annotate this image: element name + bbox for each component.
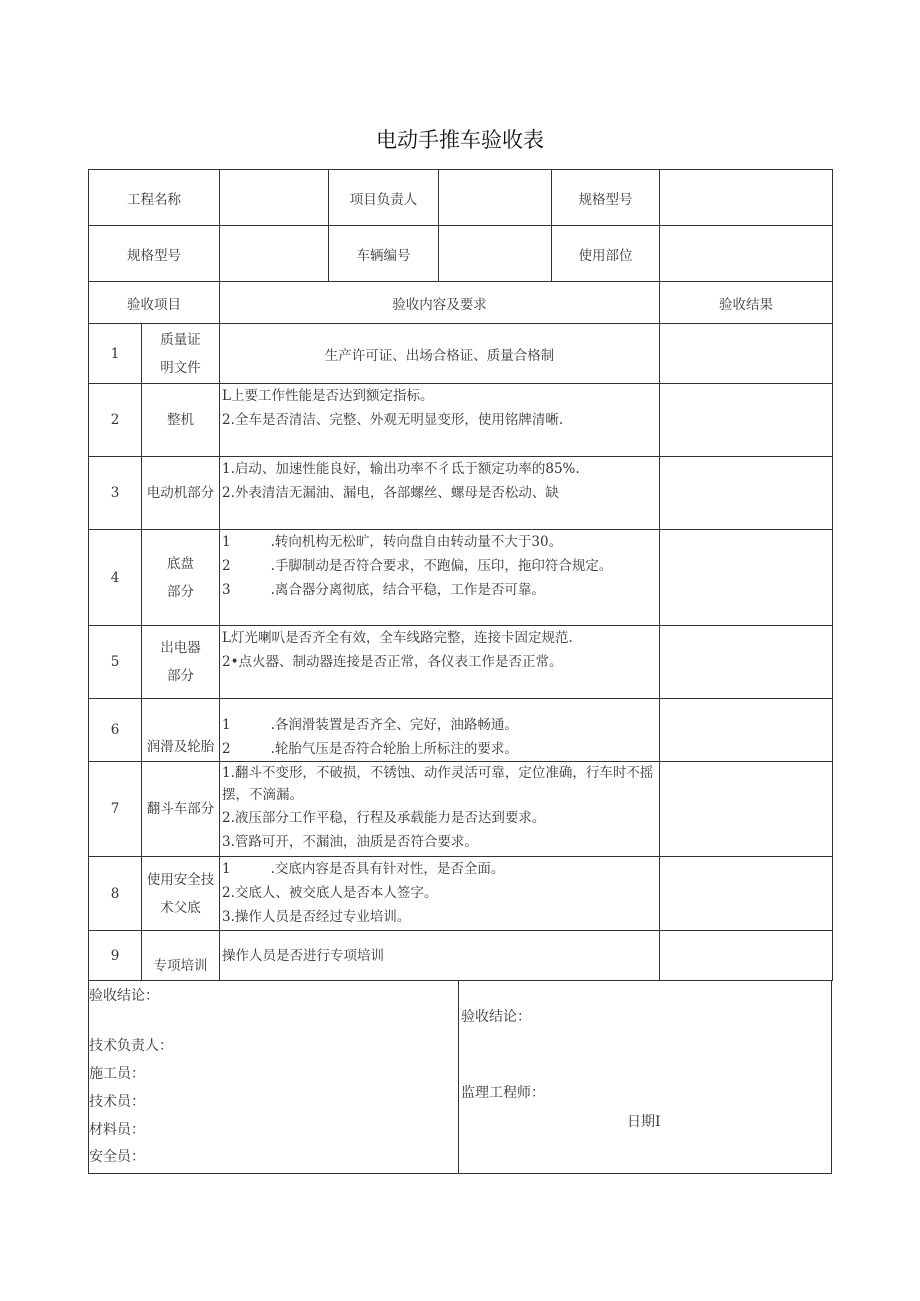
- label-usage-location: 使用部位: [552, 226, 660, 282]
- item-category: 润滑及轮胎: [142, 699, 220, 762]
- item-requirements: 1.启动、加速性能良好，输出功率不彳氐于额定功率的85%. 2.外表清洁无漏油、漏电，各部螺丝、螺母是否松动、缺: [220, 457, 660, 530]
- label-model: 规格型号: [552, 170, 660, 226]
- page-title: 电动手推车验收表: [376, 128, 544, 152]
- value-project-name[interactable]: [220, 170, 329, 226]
- item-category: 翻斗车部分: [142, 762, 220, 857]
- item-requirements: 1 .交底内容是否具有针对性，是否全面。 2.交底人、被交底人是否本人签字。 3.操作人员是否经过专业培训。: [220, 857, 660, 931]
- item-result[interactable]: [660, 384, 833, 457]
- safety-officer-label: 安全员：: [89, 1149, 145, 1165]
- header-row-2: [89, 226, 833, 282]
- acceptance-conclusion-label: 验收结论：: [89, 988, 159, 1004]
- item-category: 整机: [142, 384, 220, 457]
- value-usage-location[interactable]: [660, 226, 833, 282]
- label-model-2: 规格型号: [89, 226, 220, 282]
- item-category: 质量证 明文件: [142, 324, 220, 384]
- item-result[interactable]: [660, 530, 833, 626]
- item-requirements: 操作人员是否进行专项培训: [220, 931, 660, 981]
- table-row: [89, 530, 833, 626]
- supervising-engineer-label: 监理工程师：: [461, 1085, 545, 1101]
- item-category: 底盘 部分: [142, 530, 220, 626]
- item-requirements: 生产许可证、出场合格证、质量合格制: [220, 324, 660, 384]
- table-row: [89, 931, 833, 981]
- item-requirements: 1 .转向机构无松旷，转向盘自由转动量不大于30。 2 .手脚制动是否符合要求，不跑偏，压印，拖印符合规定。 3 .离合器分离彻底，结合平稳，工作是否可靠。: [220, 530, 660, 626]
- header-row-1: [89, 170, 833, 226]
- table-row: [89, 762, 833, 857]
- signature-left-panel: [89, 981, 459, 1173]
- table-row: [89, 626, 833, 699]
- item-result[interactable]: [660, 762, 833, 857]
- table-row: [89, 384, 833, 457]
- label-project-name: 工程名称: [89, 170, 220, 226]
- item-number: 3: [89, 457, 142, 530]
- supervisor-conclusion-label: 验收结论：: [461, 1009, 531, 1025]
- technical-lead-label: 技术负责人：: [89, 1038, 173, 1054]
- label-acceptance-content: 验收内容及要求: [220, 282, 660, 324]
- materials-officer-label: 材料员：: [89, 1122, 145, 1138]
- item-result[interactable]: [660, 324, 833, 384]
- value-project-manager[interactable]: [439, 170, 552, 226]
- item-result[interactable]: [660, 857, 833, 931]
- technician-label: 技术员：: [89, 1094, 145, 1110]
- construction-worker-label: 施工员：: [89, 1066, 145, 1082]
- item-result[interactable]: [660, 626, 833, 699]
- label-acceptance-item: 验收项目: [89, 282, 220, 324]
- date-label: 日期I: [627, 1114, 661, 1130]
- table-row: [89, 699, 833, 762]
- item-result[interactable]: [660, 699, 833, 762]
- item-requirements: 1 .各润滑装置是否齐全、完好，油路畅通。 2 .轮胎气压是否符合轮胎上所标注的要求。: [220, 699, 660, 762]
- item-number: 9: [89, 931, 142, 981]
- acceptance-table: [88, 169, 833, 981]
- label-acceptance-result: 验收结果: [660, 282, 833, 324]
- value-model[interactable]: [660, 170, 833, 226]
- item-result[interactable]: [660, 931, 833, 981]
- table-row: [89, 857, 833, 931]
- signature-section: [88, 981, 832, 1174]
- table-row: [89, 324, 833, 384]
- item-number: 8: [89, 857, 142, 931]
- item-requirements: 1.翻斗不变形，不破损，不锈蚀、动作灵活可靠，定位准确，行车时不摇摆，不滴漏。 2.液压部分工作平稳，行程及承载能力是否达到要求。 3.管路可开，不漏油，油质是否符合要求。: [220, 762, 660, 857]
- value-model-2[interactable]: [220, 226, 329, 282]
- item-category: 使用安全技 术父底: [142, 857, 220, 931]
- item-number: 2: [89, 384, 142, 457]
- item-requirements: L灯光喇叭是否齐全有效，全车线路完整，连接卡固定规范. 2•点火器、制动器连接是否正常，各仪表工作是否正常。: [220, 626, 660, 699]
- item-requirements: L上要工作性能是否达到额定指标。 2.全车是否清洁、完整、外观无明显变形，使用铭牌清晰.: [220, 384, 660, 457]
- table-row: [89, 457, 833, 530]
- item-number: 5: [89, 626, 142, 699]
- item-number: 6: [89, 699, 142, 762]
- header-row-3: [89, 282, 833, 324]
- item-number: 4: [89, 530, 142, 626]
- label-project-manager: 项目负责人: [329, 170, 439, 226]
- item-category: 电动机部分: [142, 457, 220, 530]
- item-category: 岀电器 部分: [142, 626, 220, 699]
- label-vehicle-number: 车辆编号: [329, 226, 439, 282]
- item-number: 1: [89, 324, 142, 384]
- value-vehicle-number[interactable]: [439, 226, 552, 282]
- item-number: 7: [89, 762, 142, 857]
- signature-right-panel: [459, 981, 832, 1173]
- item-category: 专项培训: [142, 931, 220, 981]
- item-result[interactable]: [660, 457, 833, 530]
